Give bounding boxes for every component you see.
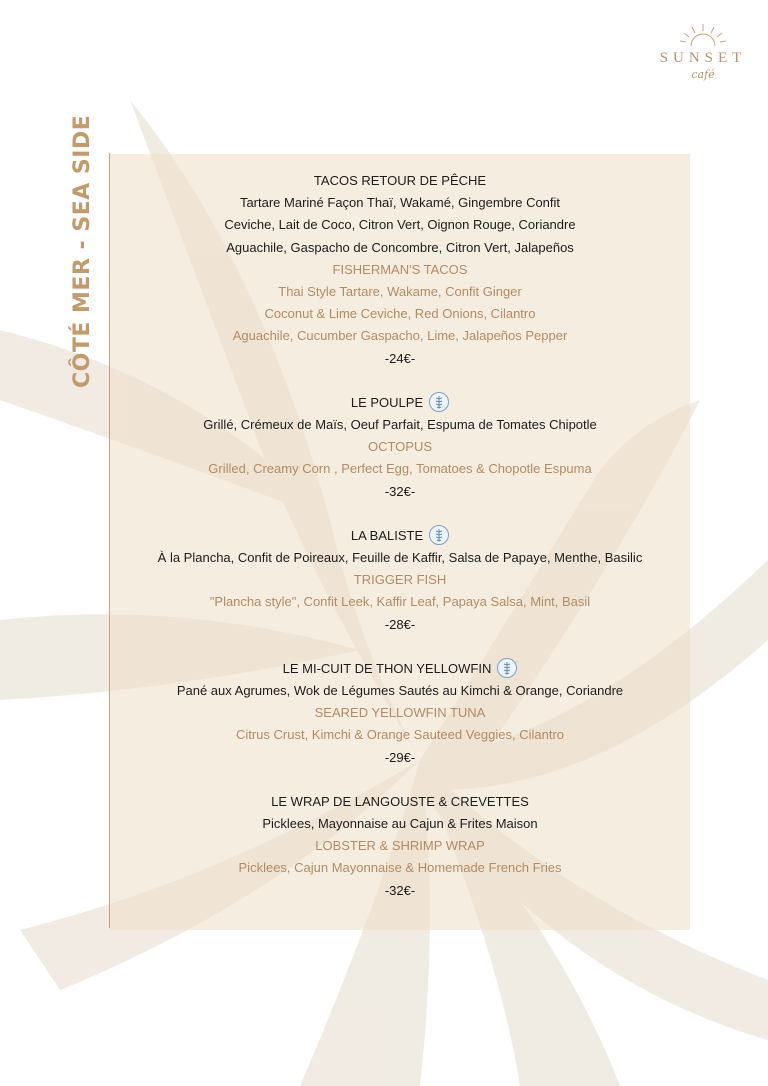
dish-description-en-text: Grilled, Creamy Corn , Perfect Egg, Tomatoes & Chopotle Espuma [208, 461, 592, 477]
dish-description-fr [110, 414, 690, 436]
dish-description-en [110, 591, 690, 613]
dish-title-en [110, 436, 690, 458]
sunset-cafe-logo [648, 22, 758, 92]
dish-title-en-text: FISHERMAN'S TACOS [332, 261, 468, 277]
dish-price [110, 481, 690, 503]
dish-description-en [110, 724, 690, 746]
dish-description-fr-text: Tartare Mariné Façon Thaï, Wakamé, Gingembre Confit [239, 195, 561, 211]
dish-title-en [110, 835, 690, 857]
dish-description-en-text: "Plancha style", Confit Leek, Kaffir Leaf, Papaya Salsa, Mint, Basil [209, 594, 591, 610]
dish-description-fr [110, 547, 690, 569]
dish-description-en-text: Thai Style Tartare, Wakame, Confit Ginger [278, 284, 522, 300]
dish-description-fr-text: Aguachile, Gaspacho de Concombre, Citron Vert, Jalapeños [226, 239, 574, 255]
dish-description-en-text: Coconut & Lime Ceviche, Red Onions, Cilantro [264, 306, 536, 322]
menu-list [110, 170, 690, 924]
dish-description-en-text: Picklees, Cajun Mayonnaise & Homemade French Fries [238, 860, 562, 876]
dish-price-text: -29€- [384, 749, 416, 765]
dish-title-text: LE MI-CUIT DE THON YELLOWFIN [282, 660, 492, 676]
dish-title-en-text: OCTOPUS [367, 439, 433, 455]
brand-name: SUNSET [659, 50, 747, 66]
menu-item [110, 525, 690, 636]
dish-price-text: -32€- [384, 882, 416, 898]
dish-description-en-text: Aguachile, Cucumber Gaspacho, Lime, Jalapeños Pepper [232, 328, 568, 344]
brand-subtitle: café [691, 68, 715, 81]
dish-price [110, 880, 690, 902]
dish-description-fr-text: Grillé, Crémeux de Maïs, Oeuf Parfait, Espuma de Tomates Chipotle [203, 417, 597, 433]
dish-title [110, 791, 690, 813]
dish-description-fr-text: Pané aux Agrumes, Wok de Légumes Sautés au Kimchi & Orange, Coriandre [176, 683, 624, 699]
fish-icon [429, 392, 449, 412]
dish-title-en [110, 702, 690, 724]
dish-title-text: LE POULPE [350, 394, 424, 410]
dish-description-fr-text: Picklees, Mayonnaise au Cajun & Frites Maison [262, 816, 538, 832]
dish-description-fr-text: Ceviche, Lait de Coco, Citron Vert, Oignon Rouge, Coriandre [224, 217, 576, 233]
dish-title [110, 392, 690, 414]
dish-description-fr [110, 680, 690, 702]
menu-item [110, 791, 690, 902]
dish-title-en [110, 259, 690, 281]
dish-price [110, 348, 690, 370]
dish-price [110, 614, 690, 636]
dish-title [110, 525, 690, 547]
dish-title [110, 658, 690, 680]
dish-price [110, 747, 690, 769]
menu-item [110, 392, 690, 503]
dish-title-en-text: LOBSTER & SHRIMP WRAP [315, 838, 485, 854]
dish-description-en-text: Citrus Crust, Kimchi & Orange Sauteed Veggies, Cilantro [235, 727, 565, 743]
dish-description-en [110, 458, 690, 480]
dish-description-fr-text: À la Plancha, Confit de Poireaux, Feuille de Kaffir, Salsa de Papaye, Menthe, Basilic [157, 550, 643, 566]
dish-description-en [110, 303, 690, 325]
dish-title-en-text: SEARED YELLOWFIN TUNA [314, 705, 486, 721]
dish-price-text: -28€- [384, 616, 416, 632]
dish-description-en [110, 857, 690, 879]
dish-description-fr [110, 237, 690, 259]
menu-item [110, 170, 690, 370]
dish-description-fr [110, 813, 690, 835]
dish-title [110, 170, 690, 192]
dish-description-fr [110, 192, 690, 214]
menu-item [110, 658, 690, 769]
dish-title-text: LA BALISTE [350, 527, 424, 543]
dish-description-fr [110, 214, 690, 236]
dish-title-en [110, 569, 690, 591]
fish-icon [497, 658, 517, 678]
dish-title-text: LE WRAP DE LANGOUSTE & CREVETTES [271, 793, 529, 809]
dish-price-text: -32€- [384, 483, 416, 499]
fish-icon [429, 525, 449, 545]
dish-description-en [110, 325, 690, 347]
dish-price-text: -24€- [384, 350, 416, 366]
dish-title-text: TACOS RETOUR DE PÊCHE [313, 173, 487, 188]
dish-title-en-text: TRIGGER FISH [353, 572, 447, 588]
section-title: CÔTÉ MER - SEA SIDE [70, 114, 95, 388]
dish-description-en [110, 281, 690, 303]
sun-icon [678, 22, 728, 48]
